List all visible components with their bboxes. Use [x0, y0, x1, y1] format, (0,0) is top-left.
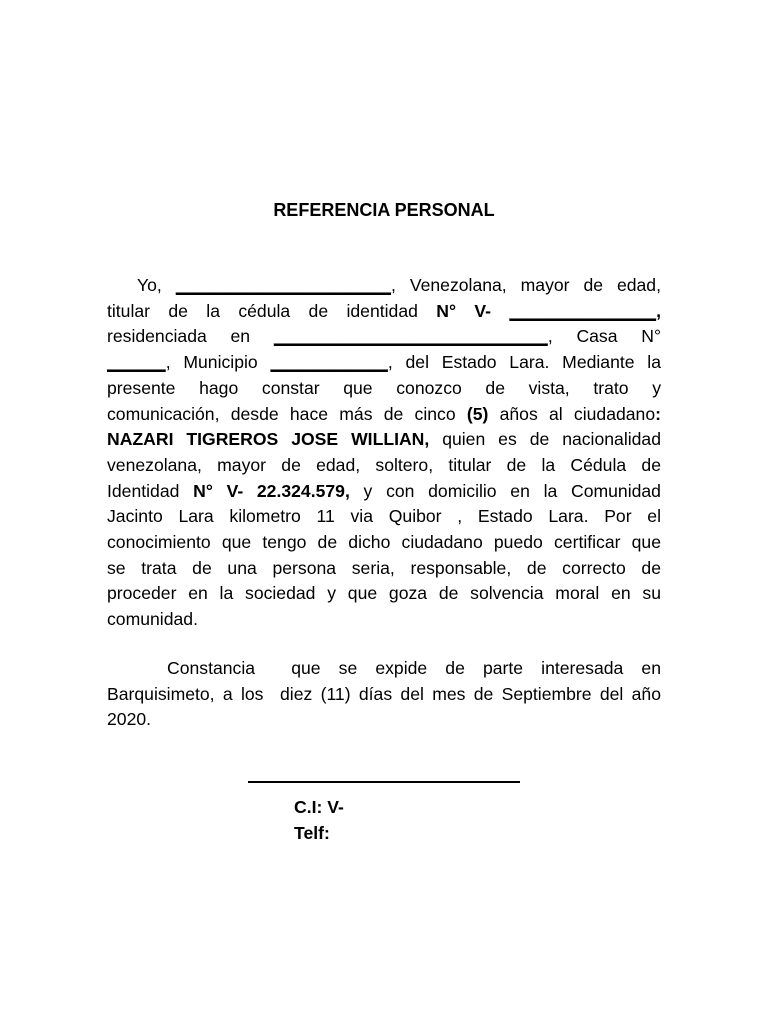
paragraph-line: venezolana, mayor de edad, soltero, titular de la Cédula de — [107, 454, 661, 475]
signature-ci-label: C.I: V- — [294, 797, 344, 817]
municipality-blank: ____________ — [270, 352, 388, 373]
name-blank: ______________________ — [175, 275, 392, 295]
citizen-id: N° V- 22.324.579, — [193, 480, 350, 501]
house-number-blank: ______ — [107, 352, 166, 373]
signature-telf-label: Telf: — [294, 823, 330, 843]
paragraph-line: residenciada en ____________________________, Casa N° — [107, 326, 661, 347]
paragraph-line: ______, Municipio ____________, del Estado Lara. Mediante la — [107, 352, 661, 373]
paragraph-line: titular de la cédula de identidad N° V- _______________, — [107, 300, 661, 321]
reference-paragraph — [107, 273, 661, 633]
paragraph-line: Yo, ______________________, Venezolana, mayor de edad, — [137, 275, 661, 295]
signature-line — [248, 781, 520, 783]
paragraph-line: Identidad N° V- 22.324.579, y con domicilio en la Comunidad — [107, 480, 661, 501]
paragraph-line: NAZARI TIGREROS JOSE WILLIAN, quien es de nacionalidad — [107, 429, 661, 450]
paragraph-line: proceder en la sociedad y que goza de solvencia moral en su — [107, 583, 661, 604]
citizen-name: NAZARI TIGREROS JOSE WILLIAN, — [107, 429, 430, 450]
issuance-paragraph — [107, 656, 661, 733]
paragraph-line: Jacinto Lara kilometro 11 via Quibor , Estado Lara. Por el — [107, 506, 661, 527]
paragraph-line: Barquisimeto, a los diez (11) días del mes de Septiembre del año — [107, 683, 661, 704]
paragraph-line: se trata de una persona seria, responsable, de correcto de — [107, 557, 661, 578]
document-title: REFERENCIA PERSONAL — [273, 200, 495, 220]
paragraph-line: conocimiento que tengo de dicho ciudadano puedo certificar que — [107, 532, 661, 553]
id-number-blank: _______________ — [509, 300, 657, 321]
address-blank: ____________________________ — [273, 326, 548, 347]
paragraph-line: Constancia que se expide de parte interesada en — [167, 658, 661, 678]
paragraph-line: 2020. — [107, 709, 152, 730]
paragraph-line: comunicación, desde hace más de cinco (5) años al ciudadano: — [107, 403, 661, 424]
paragraph-line: comunidad. — [107, 609, 198, 630]
paragraph-line: presente hago constar que conozco de vista, trato y — [107, 377, 661, 398]
